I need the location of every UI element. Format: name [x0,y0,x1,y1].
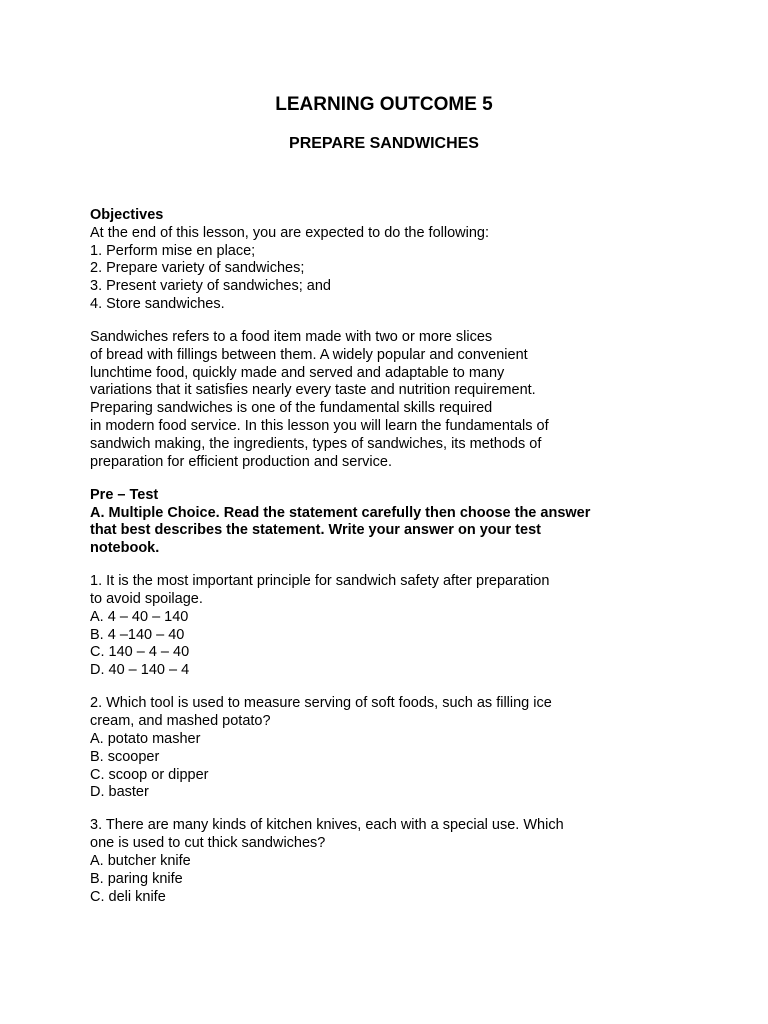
document-body [90,207,650,906]
answer-choice: B. 4 –140 – 40 [90,626,185,643]
question-1 [90,573,650,680]
question-text: to avoid spoilage. [90,591,203,608]
pretest-heading: Pre – Test [90,486,159,503]
paragraph-line: variations that it satisfies nearly every taste and nutrition requirement. [90,382,536,399]
objective-item: 3. Present variety of sandwiches; and [90,278,331,295]
question-3 [90,817,650,906]
objectives-section [90,207,650,314]
question-text: one is used to cut thick sandwiches? [90,835,326,852]
intro-paragraph [90,329,650,471]
answer-choice: A. butcher knife [90,852,191,869]
answer-choice: D. baster [90,784,149,801]
paragraph-line: of bread with fillings between them. A widely popular and convenient [90,346,528,363]
question-text: 2. Which tool is used to measure serving of soft foods, such as filling ice [90,695,552,712]
question-text: cream, and mashed potato? [90,713,271,730]
pretest-instructions: that best describes the statement. Write your answer on your test [90,522,541,539]
question-text: 1. It is the most important principle for sandwich safety after preparation [90,573,550,590]
paragraph-line: preparation for efficient production and service. [90,453,392,470]
answer-choice: A. 4 – 40 – 140 [90,608,189,625]
question-text: 3. There are many kinds of kitchen knives, each with a special use. Which [90,817,564,834]
objectives-heading: Objectives [90,207,164,223]
paragraph-line: lunchtime food, quickly made and served and adaptable to many [90,364,505,381]
pretest-instructions: notebook. [90,540,160,557]
paragraph-line: Sandwiches refers to a food item made with two or more slices [90,329,493,346]
paragraph-line: Preparing sandwiches is one of the fundamental skills required [90,400,493,417]
objective-item: 4. Store sandwiches. [90,295,225,312]
pretest-section [90,487,650,907]
page-subtitle: PREPARE SANDWICHES [289,135,479,152]
answer-choice: A. potato masher [90,730,201,747]
answer-choice: C. deli knife [90,888,166,905]
question-2 [90,695,650,802]
paragraph-line: sandwich making, the ingredients, types of sandwiches, its methods of [90,435,542,452]
objective-item: 1. Perform mise en place; [90,242,256,259]
pretest-instructions: A. Multiple Choice. Read the statement carefully then choose the answer [90,504,591,521]
answer-choice: C. scoop or dipper [90,766,209,783]
objective-item: 2. Prepare variety of sandwiches; [90,260,305,277]
answer-choice: B. scooper [90,748,160,765]
answer-choice: C. 140 – 4 – 40 [90,644,190,661]
answer-choice: B. paring knife [90,870,183,887]
page-title: LEARNING OUTCOME 5 [275,94,493,115]
answer-choice: D. 40 – 140 – 4 [90,662,190,679]
paragraph-line: in modern food service. In this lesson you will learn the fundamentals of [90,418,549,435]
objectives-intro: At the end of this lesson, you are expected to do the following: [90,224,490,241]
